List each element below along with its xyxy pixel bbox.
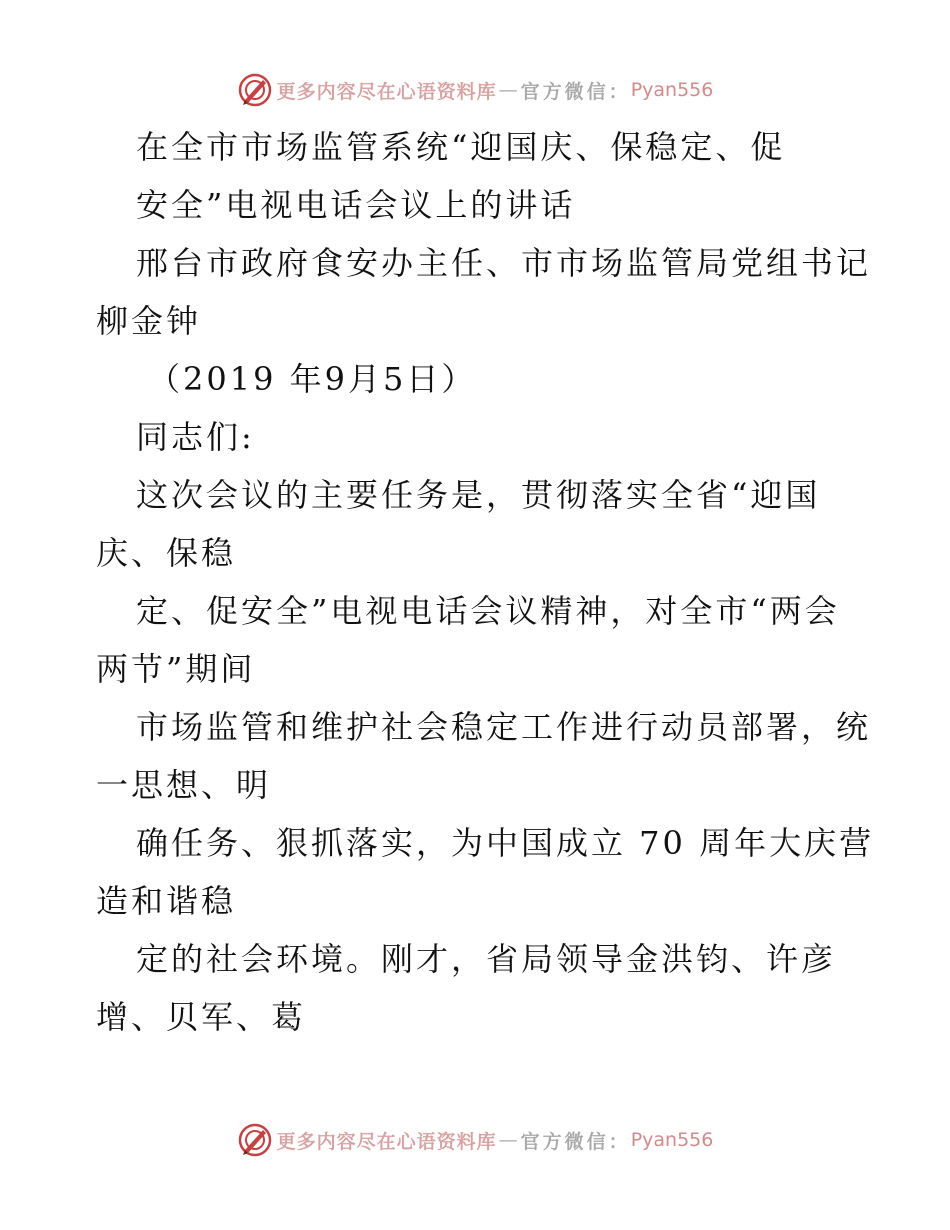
watermark-dash: —: [498, 1129, 519, 1151]
watermark-dash: —: [498, 79, 519, 101]
watermark-site-text: 更多内容尽在心语资料库: [276, 80, 497, 103]
salutation-line: 同志们:: [136, 418, 255, 456]
title-line-1: 在全市市场监管系统“迎国庆、保稳定、促: [136, 128, 786, 166]
watermark-wechat-label: 官方微信：: [520, 80, 631, 103]
paragraph-line: 定的社会环境。刚才，省局领导金洪钧、许彦: [136, 940, 837, 978]
speaker-line-1: 邢台市政府食安办主任、市市场监管局党组书记: [136, 244, 872, 282]
paragraph-line: 这次会议的主要任务是，贯彻落实全省“迎国: [136, 476, 821, 514]
watermark-wechat-id: Pyan556: [630, 1129, 714, 1151]
title-line-2: 安全”电视电话会议上的讲话: [136, 186, 576, 224]
paragraph-line: 增、贝军、葛: [96, 998, 307, 1036]
watermark-wechat-id: Pyan556: [630, 79, 714, 101]
speaker-line-2: 柳金钟: [96, 302, 202, 340]
pen-logo-icon: [237, 1122, 273, 1158]
watermark-banner-bottom: [0, 1120, 950, 1160]
paragraph-line: 造和谐稳: [96, 882, 237, 920]
paragraph-line: 庆、保稳: [96, 534, 237, 572]
date-line: （2019 年9月5日）: [148, 360, 477, 398]
paragraph-line: 定、促安全”电视电话会议精神，对全市“两会: [136, 592, 840, 630]
paragraph-line: 市场监管和维护社会稳定工作进行动员部署，统: [136, 708, 872, 746]
document-body: [96, 118, 875, 1046]
watermark-wechat-label: 官方微信：: [520, 1130, 631, 1153]
paragraph-line: 一思想、明: [96, 766, 272, 804]
paragraph-line: 两节”期间: [96, 650, 256, 688]
paragraph-line: 确任务、狠抓落实，为中国成立 70 周年大庆营: [136, 824, 875, 862]
watermark-banner-top: [0, 70, 950, 110]
pen-logo-icon: [237, 72, 273, 108]
watermark-site-text: 更多内容尽在心语资料库: [276, 1130, 497, 1153]
